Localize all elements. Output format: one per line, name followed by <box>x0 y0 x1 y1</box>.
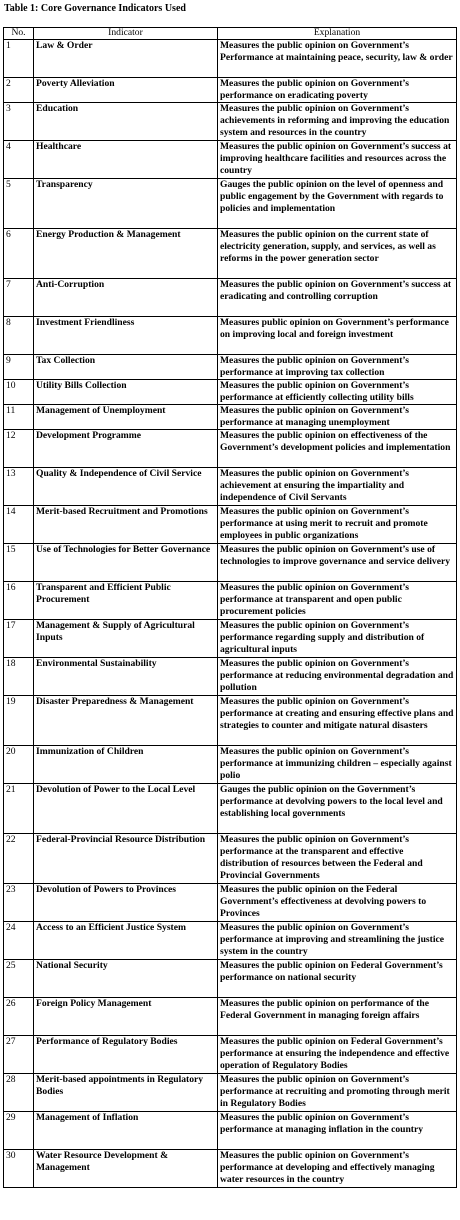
row-indicator: Disaster Preparedness & Management <box>34 696 218 746</box>
row-number: 4 <box>4 141 34 179</box>
row-indicator: Merit-based appointments in Regulatory Bodies <box>34 1074 218 1112</box>
table-row <box>4 1112 457 1150</box>
row-number: 28 <box>4 1074 34 1112</box>
row-indicator: Foreign Policy Management <box>34 998 218 1036</box>
table-row <box>4 620 457 658</box>
table-row <box>4 380 457 405</box>
table-row <box>4 998 457 1036</box>
row-explanation: Measures the public opinion on Government’s performance at using merit to recruit and promote employees in public organizations <box>218 506 457 544</box>
row-indicator: Anti-Corruption <box>34 279 218 317</box>
table-row <box>4 430 457 468</box>
row-indicator: Law & Order <box>34 40 218 78</box>
table-row <box>4 317 457 355</box>
table-caption: Table 1: Core Governance Indicators Used <box>4 3 186 14</box>
row-indicator: Federal-Provincial Resource Distribution <box>34 834 218 884</box>
table-row <box>4 784 457 834</box>
row-explanation: Measures the public opinion on Government’s success at eradicating and controlling corruption <box>218 279 457 317</box>
row-indicator: Performance of Regulatory Bodies <box>34 1036 218 1074</box>
table-row <box>4 179 457 229</box>
row-number: 12 <box>4 430 34 468</box>
row-explanation: Gauges the public opinion on the level of openness and public engagement by the Government with regards to policies and implementation <box>218 179 457 229</box>
table-row <box>4 78 457 103</box>
row-explanation: Measures the public opinion on Government’s performance at efficiently collecting utility bills <box>218 380 457 405</box>
row-number: 11 <box>4 405 34 430</box>
row-number: 15 <box>4 544 34 582</box>
row-explanation: Measures the public opinion on performance of the Federal Government in managing foreign affairs <box>218 998 457 1036</box>
row-indicator: Management of Unemployment <box>34 405 218 430</box>
row-explanation: Measures the public opinion on Government’s achievements in reforming and improving the education system and resources in the country <box>218 103 457 141</box>
row-indicator: Devolution of Power to the Local Level <box>34 784 218 834</box>
row-indicator: Immunization of Children <box>34 746 218 784</box>
table-row <box>4 922 457 960</box>
row-number: 20 <box>4 746 34 784</box>
row-indicator: Management & Supply of Agricultural Inputs <box>34 620 218 658</box>
row-explanation: Measures the public opinion on Government’s performance at improving and streamlining the justice system in the country <box>218 922 457 960</box>
row-indicator: Healthcare <box>34 141 218 179</box>
row-explanation: Measures the public opinion on Government’s performance at creating and ensuring effective plans and strategies to counter and mitigate natural disasters <box>218 696 457 746</box>
row-explanation: Measures public opinion on Government’s performance on improving local and foreign investment <box>218 317 457 355</box>
row-indicator: Development Programme <box>34 430 218 468</box>
row-explanation: Measures the public opinion on Government’s use of technologies to improve governance and service delivery <box>218 544 457 582</box>
row-explanation: Measures the public opinion on Federal Government’s performance on national security <box>218 960 457 998</box>
row-indicator: Water Resource Development & Management <box>34 1150 218 1188</box>
row-number: 3 <box>4 103 34 141</box>
row-indicator: Use of Technologies for Better Governance <box>34 544 218 582</box>
row-explanation: Measures the public opinion on the Federal Government’s effectiveness at devolving powers to Provinces <box>218 884 457 922</box>
row-number: 10 <box>4 380 34 405</box>
row-indicator: National Security <box>34 960 218 998</box>
row-number: 22 <box>4 834 34 884</box>
row-number: 27 <box>4 1036 34 1074</box>
row-indicator: Devolution of Powers to Provinces <box>34 884 218 922</box>
row-number: 21 <box>4 784 34 834</box>
row-indicator: Tax Collection <box>34 355 218 380</box>
table-row <box>4 582 457 620</box>
row-indicator: Transparency <box>34 179 218 229</box>
table-row <box>4 279 457 317</box>
table-row <box>4 1036 457 1074</box>
table-row <box>4 746 457 784</box>
table-row <box>4 229 457 279</box>
row-number: 6 <box>4 229 34 279</box>
table-row <box>4 834 457 884</box>
table-row <box>4 884 457 922</box>
row-indicator: Energy Production & Management <box>34 229 218 279</box>
row-explanation: Measures the public opinion on Government’s performance at transparent and open public procurement policies <box>218 582 457 620</box>
row-indicator: Investment Friendliness <box>34 317 218 355</box>
governance-indicators-table <box>3 27 457 1188</box>
row-number: 9 <box>4 355 34 380</box>
table-row <box>4 696 457 746</box>
table-header-row <box>4 28 457 40</box>
table-row <box>4 355 457 380</box>
table-row <box>4 1074 457 1112</box>
row-indicator: Access to an Efficient Justice System <box>34 922 218 960</box>
row-explanation: Measures the public opinion on Government’s performance at developing and effectively managing water resources in the country <box>218 1150 457 1188</box>
row-number: 23 <box>4 884 34 922</box>
row-number: 14 <box>4 506 34 544</box>
table-row <box>4 405 457 430</box>
row-indicator: Education <box>34 103 218 141</box>
header-no: No. <box>4 28 34 40</box>
row-number: 25 <box>4 960 34 998</box>
table-body <box>4 40 457 1188</box>
row-explanation: Measures the public opinion on Government’s performance at recruiting and promoting through merit in Regulatory Bodies <box>218 1074 457 1112</box>
table-row <box>4 103 457 141</box>
row-number: 19 <box>4 696 34 746</box>
row-number: 8 <box>4 317 34 355</box>
row-number: 1 <box>4 40 34 78</box>
row-number: 2 <box>4 78 34 103</box>
row-indicator: Transparent and Efficient Public Procurement <box>34 582 218 620</box>
table-row <box>4 506 457 544</box>
row-explanation: Measures the public opinion on Government’s performance on eradicating poverty <box>218 78 457 103</box>
row-explanation: Measures the public opinion on Government’s success at improving healthcare facilities and resources across the country <box>218 141 457 179</box>
table-row <box>4 960 457 998</box>
row-explanation: Measures the public opinion on Government’s performance at improving tax collection <box>218 355 457 380</box>
row-number: 13 <box>4 468 34 506</box>
row-number: 16 <box>4 582 34 620</box>
row-number: 24 <box>4 922 34 960</box>
row-indicator: Management of Inflation <box>34 1112 218 1150</box>
row-explanation: Measures the public opinion on Government’s performance at reducing environmental degradation and pollution <box>218 658 457 696</box>
row-indicator: Quality & Independence of Civil Service <box>34 468 218 506</box>
row-number: 5 <box>4 179 34 229</box>
table-row <box>4 1150 457 1188</box>
row-explanation: Measures the public opinion on Government’s performance regarding supply and distribution of agricultural inputs <box>218 620 457 658</box>
row-explanation: Measures the public opinion on Federal Government’s performance at ensuring the independence and effective operation of Regulatory Bodies <box>218 1036 457 1074</box>
row-number: 17 <box>4 620 34 658</box>
row-explanation: Measures the public opinion on Government’s performance at managing unemployment <box>218 405 457 430</box>
table-row <box>4 40 457 78</box>
row-explanation: Gauges the public opinion on the Government’s performance at devolving powers to the local level and establishing local governments <box>218 784 457 834</box>
row-indicator: Utility Bills Collection <box>34 380 218 405</box>
table-row <box>4 544 457 582</box>
row-indicator: Merit-based Recruitment and Promotions <box>34 506 218 544</box>
header-indicator: Indicator <box>34 28 218 40</box>
row-indicator: Environmental Sustainability <box>34 658 218 696</box>
row-explanation: Measures the public opinion on the current state of electricity generation, supply, and services, as well as reforms in the power generation sector <box>218 229 457 279</box>
header-explanation: Explanation <box>218 28 457 40</box>
row-explanation: Measures the public opinion on Government’s achievement at ensuring the impartiality and independence of Civil Servants <box>218 468 457 506</box>
row-number: 7 <box>4 279 34 317</box>
row-explanation: Measures the public opinion on Government’s Performance at maintaining peace, security, law & order <box>218 40 457 78</box>
row-indicator: Poverty Alleviation <box>34 78 218 103</box>
table-row <box>4 468 457 506</box>
row-explanation: Measures the public opinion on Government’s performance at the transparent and effective distribution of resources between the Federal and Provincial Governments <box>218 834 457 884</box>
row-explanation: Measures the public opinion on Government’s performance at immunizing children – especially against polio <box>218 746 457 784</box>
table-row <box>4 658 457 696</box>
row-explanation: Measures the public opinion on effectiveness of the Government’s development policies and implementation <box>218 430 457 468</box>
row-number: 18 <box>4 658 34 696</box>
table-row <box>4 141 457 179</box>
row-number: 30 <box>4 1150 34 1188</box>
row-number: 29 <box>4 1112 34 1150</box>
row-number: 26 <box>4 998 34 1036</box>
row-explanation: Measures the public opinion on Government’s performance at managing inflation in the country <box>218 1112 457 1150</box>
